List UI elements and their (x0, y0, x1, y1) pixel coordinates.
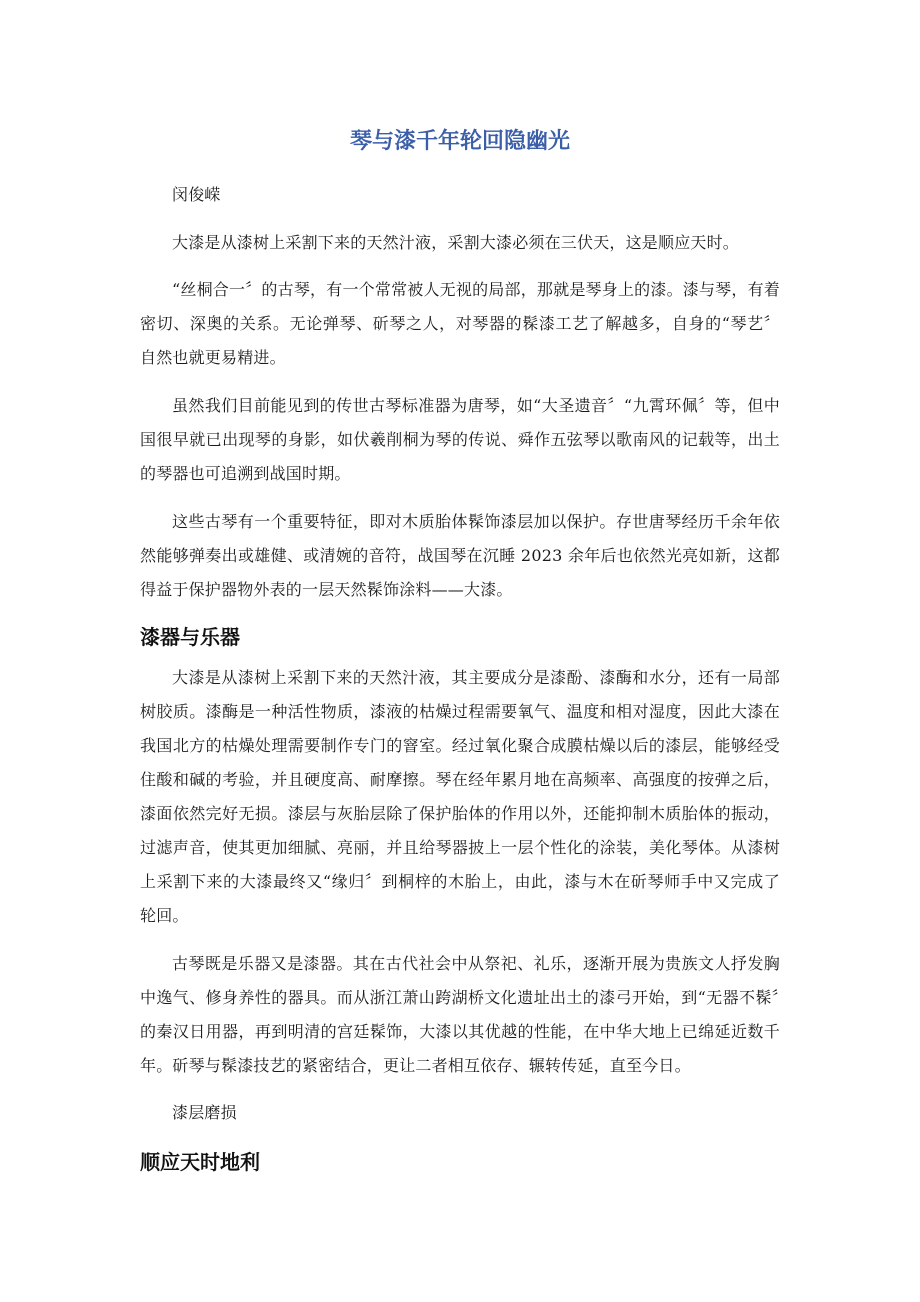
paragraph-1: 大漆是从漆树上采割下来的天然汁液，采割大漆必须在三伏天，这是顺应天时。 (172, 233, 740, 252)
section-heading-timing-and-place: 顺应天时地利 (140, 1150, 260, 1174)
paragraph-3: 虽然我们目前能见到的传世古琴标准器为唐琴，如“大圣遗音〞“九霄环佩〞等，但中国很早就已出现琴的身影，如伏羲削桐为琴的传说、舜作五弦琴以歌南风的记载等，出土的琴器也可追溯到战国时期。 (140, 396, 780, 483)
paragraph-5: 大漆是从漆树上采割下来的天然汁液，其主要成分是漆酚、漆酶和水分，还有一局部树胶质。漆酶是一种活性物质，漆液的枯燥过程需要氧气、温度和相对湿度，因此大漆在我国北方的枯燥处理需要制作专门的窨室。经过氧化聚合成膜枯燥以后的漆层，能够经受住酸和碱的考验，并且硬度高、耐摩擦。琴在经年累月地在高频率、高强度的按弹之后，漆面依然完好无损。漆层与灰胎层除了保护胎体的作用以外，还能抑制木质胎体的振动，过滤声音，使其更加细腻、亮丽，并且给琴器披上一层个性化的涂装，美化琴体。从漆树上采割下来的大漆最终又“缘归〞到桐梓的木胎上，由此，漆与木在斫琴师手中又完成了轮回。 (140, 668, 780, 925)
document-title: 琴与漆千年轮回隐幽光 (349, 129, 570, 154)
author-line: 闵俊嵘 (172, 185, 221, 204)
paragraph-2: “丝桐合一〞的古琴，有一个常常被人无视的局部，那就是琴身上的漆。漆与琴，有着密切、深奥的关系。无论弹琴、斫琴之人，对琴器的髹漆工艺了解越多，自身的“琴艺〞自然也就更易精进。 (140, 280, 780, 367)
paragraph-4: 这些古琴有一个重要特征，即对木质胎体髹饰漆层加以保护。存世唐琴经历千余年依然能够弹奏出或雄健、或清婉的音符，战国琴在沉睡 2023 余年后也依然光亮如新，这都得益于保护器物外表的一层天然髹饰涂料——大漆。 (140, 512, 780, 599)
section-heading-lacquer-and-instruments: 漆器与乐器 (140, 625, 240, 649)
paragraph-6: 古琴既是乐器又是漆器。其在古代社会中从祭祀、礼乐，逐渐开展为贵族文人抒发胸中逸气、修身养性的器具。而从浙江萧山跨湖桥文化遗址出土的漆弓开始，到“无器不髹〞的秦汉日用器，再到明清的宫廷髹饰，大漆以其优越的性能，在中华大地上已绵延近数千年。斫琴与髹漆技艺的紧密结合，更让二者相互依存、辗转传延，直至今日。 (140, 954, 780, 1075)
paragraph-7: 漆层磨损 (172, 1103, 237, 1122)
